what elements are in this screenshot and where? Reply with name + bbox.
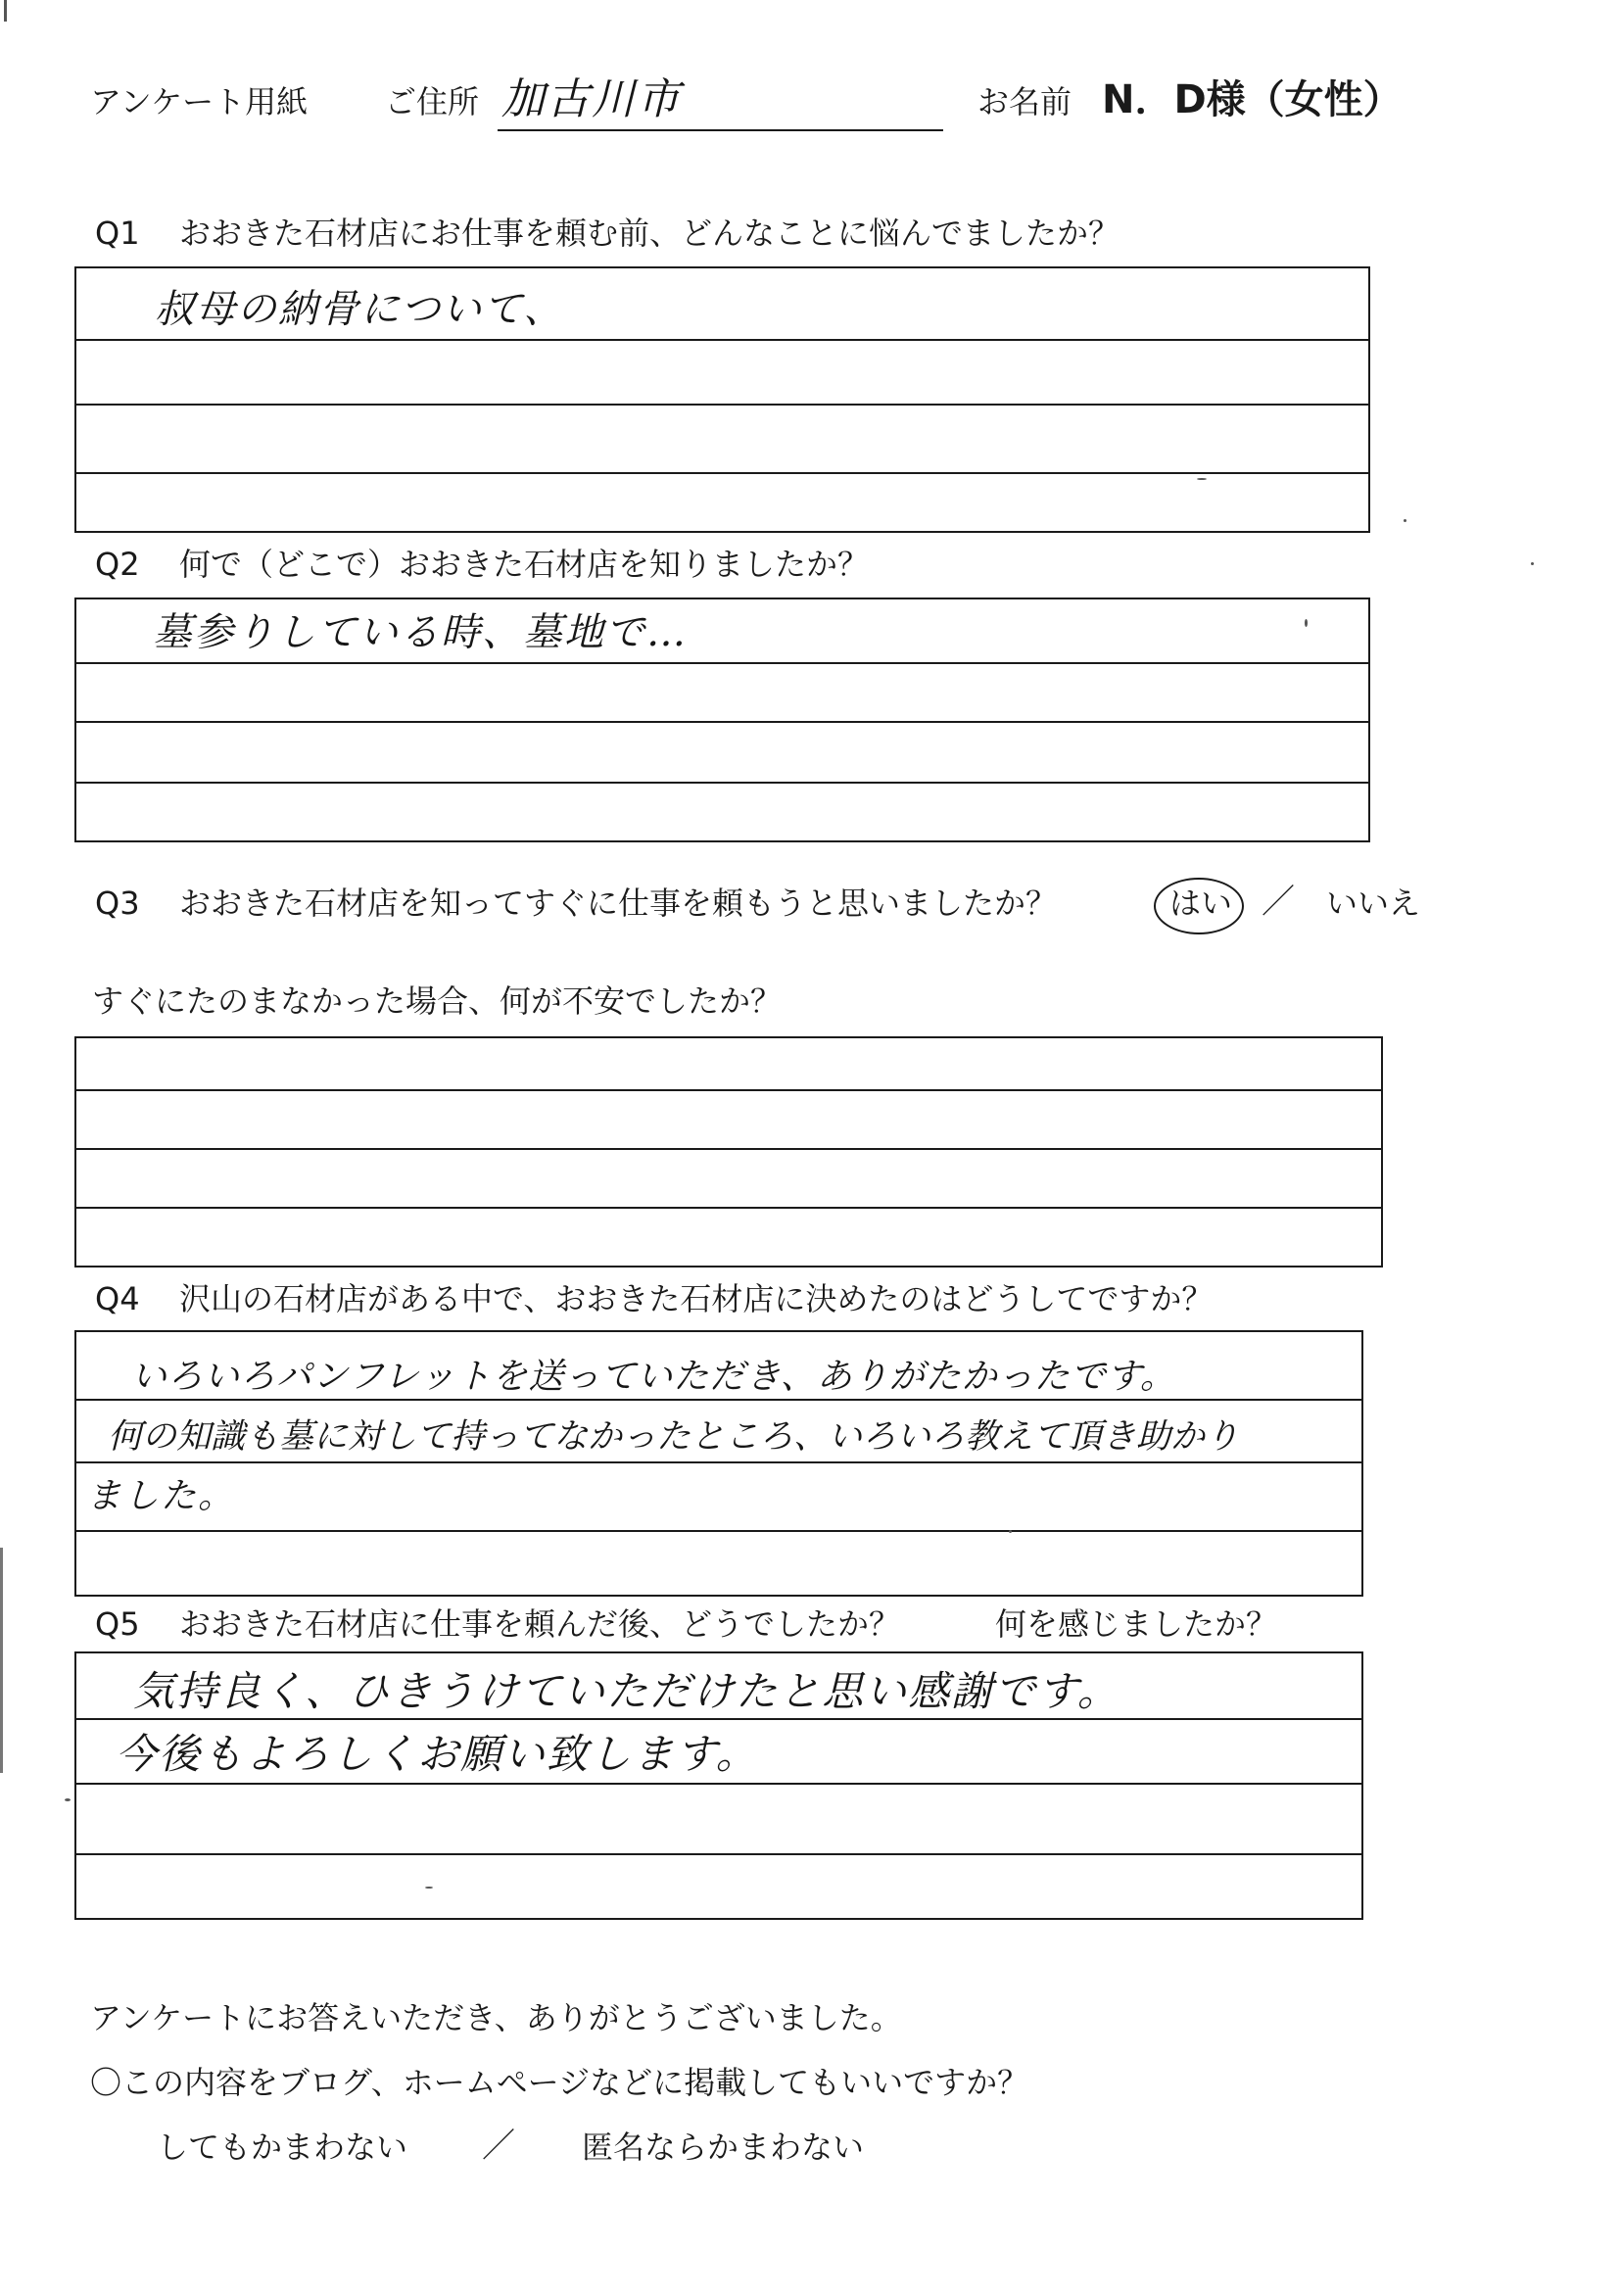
scan-speck (1197, 478, 1207, 480)
q5-number: Q5 (95, 1605, 140, 1643)
q3-option-no[interactable]: いいえ (1326, 885, 1421, 922)
q4-answer-line-1: いろいろパンフレットを送っていただき、ありがたかったです。 (131, 1357, 1176, 1397)
q3-answer-box (74, 1036, 1383, 1268)
q5-question: おおきた石材店に仕事を頼んだ後、どうでしたか？ (179, 1605, 901, 1643)
address-label: ご住所 (385, 83, 480, 120)
answer-line (76, 1148, 1381, 1150)
q1-answer-line-1: 叔母の納骨について、 (155, 287, 565, 332)
answer-line (76, 1853, 1361, 1855)
q3-option-yes[interactable]: はい (1169, 885, 1233, 922)
q2-question: 何で（どこで）おおきた石材店を知りましたか？ (179, 546, 870, 583)
answer-line (76, 721, 1368, 723)
q5-answer-line-1: 気持良く、ひきうけていただけたと思い感謝です。 (133, 1667, 1120, 1715)
scan-edge-mark (4, 0, 7, 22)
q4-answer-line-2: 何の知識も墓に対して持ってなかったところ、いろいろ教えて頂き助かり (108, 1417, 1240, 1457)
answer-line (76, 1718, 1361, 1720)
answer-line (76, 1399, 1361, 1401)
selected-circle-mark (1154, 878, 1244, 934)
q5-answer-box (74, 1651, 1363, 1920)
answer-line (76, 1530, 1361, 1532)
address-value: 加古川市 (501, 74, 682, 124)
q4-number: Q4 (95, 1280, 140, 1317)
publish-option-anon[interactable]: 匿名ならかまわない (582, 2129, 865, 2166)
answer-line (76, 662, 1368, 664)
scan-speck (1009, 1530, 1012, 1533)
answer-line (76, 339, 1368, 341)
address-underline (498, 129, 943, 131)
form-title: アンケート用紙 (90, 83, 309, 120)
answer-line (76, 1089, 1381, 1091)
q3-question: おおきた石材店を知ってすぐに仕事を頼もうと思いましたか？ (179, 885, 1058, 922)
scan-speck (1404, 519, 1406, 522)
q4-answer-line-3: ました。 (86, 1476, 236, 1516)
q3-separator: ／ (1262, 883, 1295, 922)
answer-line (76, 1783, 1361, 1785)
q3-followup-question: すぐにたのまなかった場合、何が不安でしたか？ (92, 982, 783, 1020)
name-label: お名前 (977, 83, 1072, 120)
name-value: N．D様（女性） (1102, 77, 1403, 122)
q2-answer-line-1: 墓参りしている時、墓地で… (153, 610, 688, 655)
q1-answer-box (74, 266, 1370, 533)
q4-question: 沢山の石材店がある中で、おおきた石材店に決めたのはどうしてですか？ (179, 1280, 1214, 1317)
q2-number: Q2 (95, 546, 140, 583)
q5-question-2: 何を感じましたか？ (995, 1605, 1278, 1643)
answer-line (76, 782, 1368, 784)
scan-speck (425, 1887, 433, 1889)
scan-speck (1305, 619, 1308, 627)
q4-answer-box (74, 1330, 1363, 1597)
thanks-message: アンケートにお答えいただき、ありがとうございました。 (90, 1999, 902, 2036)
publish-question: 〇この内容をブログ、ホームページなどに掲載してもいいですか？ (90, 2064, 1029, 2101)
q1-number: Q1 (95, 215, 140, 252)
answer-line (76, 472, 1368, 474)
answer-line (76, 1461, 1361, 1463)
q3-number: Q3 (95, 885, 140, 922)
answer-line (76, 1207, 1381, 1209)
q1-question: おおきた石材店にお仕事を頼む前、どんなことに悩んでましたか？ (179, 215, 1120, 252)
q2-answer-box (74, 598, 1370, 842)
publish-option-ok[interactable]: してもかまわない (157, 2129, 408, 2166)
scan-speck (65, 1798, 71, 1801)
q5-answer-line-2: 今後もよろしくお願い致します。 (116, 1730, 759, 1778)
scan-edge-mark (0, 1548, 3, 1773)
answer-line (76, 404, 1368, 406)
publish-separator: ／ (482, 2127, 515, 2166)
scan-speck (1531, 562, 1534, 565)
